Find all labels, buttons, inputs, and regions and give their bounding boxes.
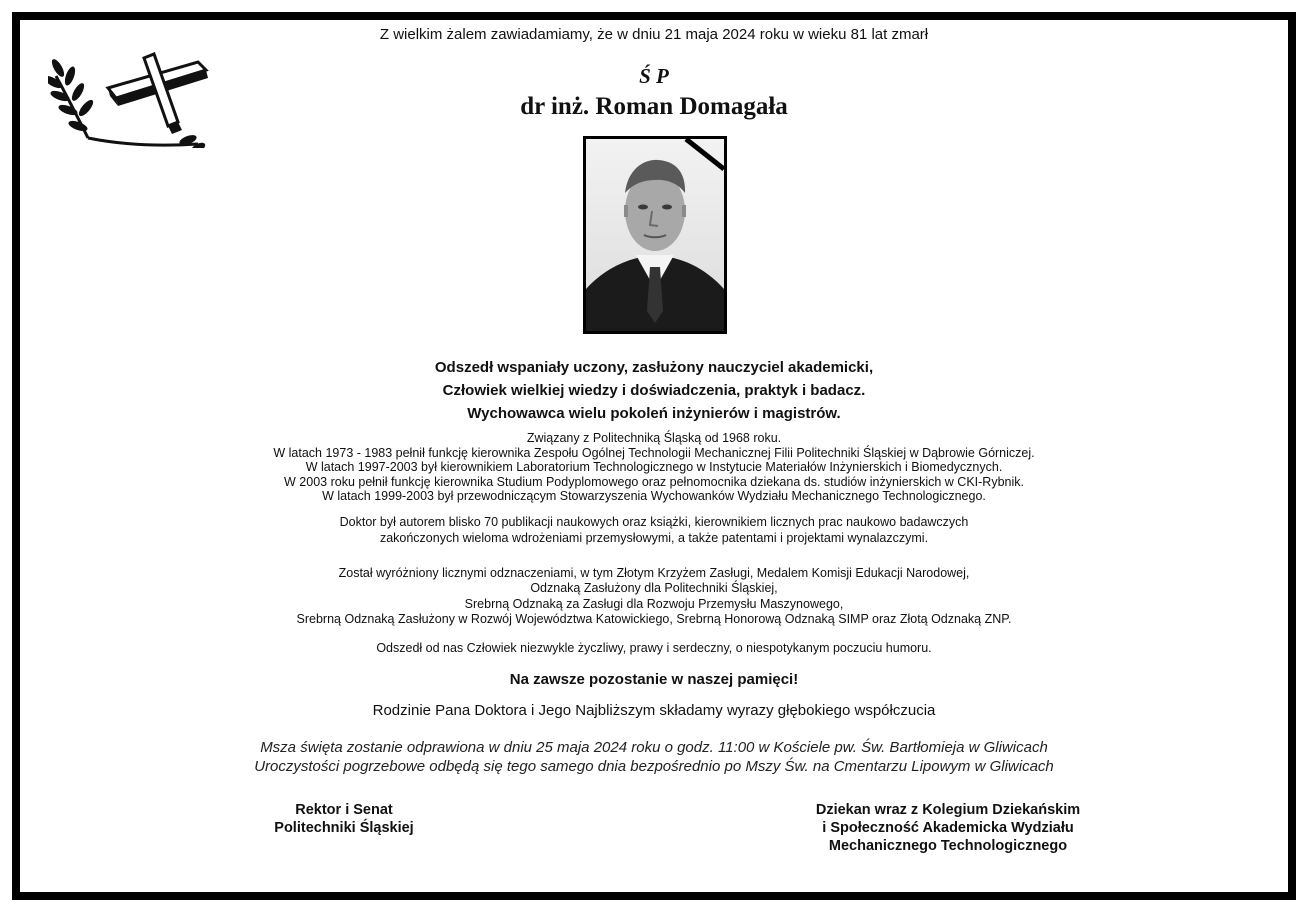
career-block [20,431,1288,504]
signature-left [200,801,488,837]
signature-right [778,801,1118,855]
signature-line: i Społeczność Akademicka Wydziału [822,820,1074,836]
award-line: Srebrną Odznaką Zasłużony w Rozwój Województwa Katowickiego, Srebrną Honorową Odznaką SIMP oraz Złotą Odznaką ZNP. [296,612,1012,627]
tribute-line: Człowiek wielkiej wiedzy i doświadczenia, praktyk i badacz. [442,382,866,399]
mass-line: Uroczystości pogrzebowe odbędą się tego samego dnia bezpośrednio po Mszy Św. na Cmentarzu Lipowym w Gliwicach [254,758,1054,775]
career-line: W 2003 roku pełnił funkcję kierownika Studium Podyplomowego oraz pełnomocnika dziekana ds. studiów inżynierskich w CKI-Rybnik. [284,474,1024,489]
tribute-block [20,356,1288,425]
award-line: Srebrną Odznaką za Zasługi dla Rozwoju Przemysłu Maszynowego, [464,596,844,611]
tribute-line: Wychowawca wielu pokoleń inżynierów i magistrów. [467,405,841,422]
signature-line: Dziekan wraz z Kolegium Dziekańskim [815,802,1081,818]
publication-block [20,514,1288,546]
condolences-text: Rodzinie Pana Doktora i Jego Najbliższym składamy wyrazy głębokiego współczucia [372,702,936,719]
sp-abbreviation: Ś P [639,64,669,88]
intro-text: Z wielkim żalem zawiadamiamy, że w dniu 21 maja 2024 roku w wieku 81 lat zmarł [379,26,929,43]
character-text: Odszedł od nas Człowiek niezwykle życzliwy, prawy i serdeczny, o niespotykanym poczuciu humoru. [376,641,932,655]
signature-line: Politechniki Śląskiej [274,820,414,836]
mass-line: Msza święta zostanie odprawiona w dniu 25 maja 2024 roku o godz. 11:00 w Kościele pw. Św. Bartłomieja w Gliwicach [260,739,1048,756]
publication-line: Doktor był autorem blisko 70 publikacji naukowych oraz książki, kierownikiem licznych prac naukowo badawczych [339,515,969,529]
career-line: Związany z Politechniką Śląską od 1968 roku. [526,431,782,445]
career-line: W latach 1999-2003 był przewodniczącym Stowarzyszenia Wychowanków Wydziału Mechanicznego Technologicznego. [322,489,986,504]
memory-text: Na zawsze pozostanie w naszej pamięci! [509,671,799,688]
signature-line: Rektor i Senat [295,802,393,818]
portrait-photo [583,136,727,334]
career-line: W latach 1997-2003 był kierownikiem Laboratorium Technologicznego w Instytucie Materiałów Inżynierskich i Biomedycznych. [305,460,1003,475]
obituary-frame [12,12,1296,900]
deceased-name: dr inż. Roman Domagała [520,93,788,120]
publication-line: zakończonych wieloma wdrożeniami przemysłowymi, a także patentami i projektami wynalazczymi. [379,531,929,545]
awards-block [20,566,1288,628]
mass-info [20,738,1288,776]
award-line: Odznaką Zasłużony dla Politechniki Śląskiej, [530,581,778,596]
mourning-band-icon [586,139,724,331]
tribute-line: Odszedł wspaniały uczony, zasłużony nauczyciel akademicki, [434,359,874,376]
career-line: W latach 1973 - 1983 pełnił funkcję kierownika Zespołu Ogólnej Technologii Mechanicznej Filii Politechniki Śląskiej w Dąbrowie Górniczej. [273,445,1035,460]
award-line: Został wyróżniony licznymi odznaczeniami, w tym Złotym Krzyżem Zasługi, Medalem Komisji Edukacji Narodowej, [338,566,970,580]
signature-line: Mechanicznego Technologicznego [828,838,1068,854]
